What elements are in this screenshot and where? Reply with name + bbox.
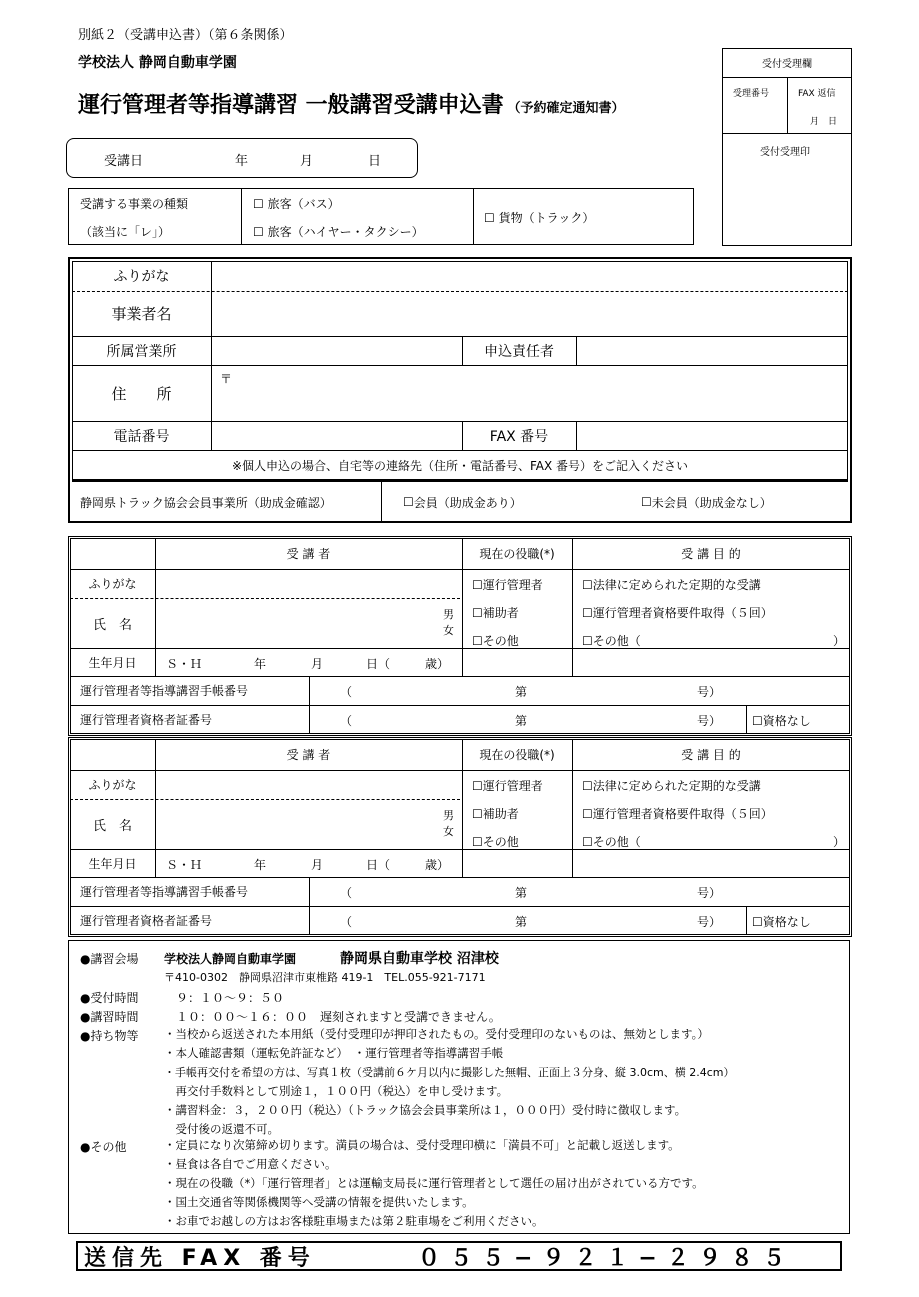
cert-dai: 第: [515, 915, 528, 929]
fax-field[interactable]: [577, 421, 848, 450]
birth-month: 月: [311, 657, 324, 671]
trainee-header: 受 講 者: [286, 748, 331, 762]
office-label: 所属営業所: [106, 343, 177, 360]
notebook-open: （: [340, 685, 353, 699]
other-line: ・国土交通省等関係機関等へ受講の情報を提供いたします。: [164, 1195, 474, 1209]
company-name-label: 事業者名: [111, 305, 172, 323]
trainee-name-field[interactable]: [156, 799, 436, 849]
notebook-number-label: 運行管理者等指導講習手帳番号: [80, 684, 249, 698]
reception-number-label: 受理番号: [733, 89, 770, 99]
purpose-header: 受 講 目 的: [681, 547, 741, 561]
venue-org: 学校法人静岡自動車学園: [164, 952, 297, 966]
role-header: 現在の役職(*): [479, 748, 555, 762]
checkbox-member[interactable]: ☐ 会員（助成金あり）: [403, 495, 522, 510]
purpose-other[interactable]: ☐その他（: [582, 835, 641, 849]
trainee-name-label: 氏 名: [92, 818, 132, 834]
checkbox-truck[interactable]: ☐ 貨物（トラック）: [484, 211, 595, 225]
role-other[interactable]: ☐その他: [472, 835, 519, 849]
birth-year: 年: [254, 657, 267, 671]
other-label: ●その他: [80, 1140, 127, 1154]
checkbox-nonmember[interactable]: ☐ 未会員（助成金なし）: [641, 495, 772, 510]
purpose-other-close: ）: [833, 634, 846, 648]
certificate-number-label: 運行管理者資格者証番号: [80, 914, 213, 928]
notebook-open: （: [340, 886, 353, 900]
gender-female[interactable]: 女: [443, 624, 454, 637]
fax-footer-label: 送信先 FAX 番号: [84, 1245, 316, 1271]
purpose-qualification[interactable]: ☐運行管理者資格要件取得（５回）: [582, 606, 773, 620]
address-label: 住 所: [111, 384, 172, 403]
cert-gou: 号）: [697, 714, 722, 728]
items-line: ・講習料金：３，２００円（税込）（トラック協会会員事業所は１，０００円）受付時に徴収します。: [164, 1103, 687, 1117]
birth-day: 日（: [366, 858, 391, 872]
role-operation-manager[interactable]: ☐運行管理者: [472, 578, 543, 592]
other-line: ・現在の役職（*）「運行管理者」とは運輸支局長に運行管理者として選任の届け出がされている方です。: [164, 1176, 704, 1190]
role-operation-manager[interactable]: ☐運行管理者: [472, 779, 543, 793]
gender-male[interactable]: 男: [443, 608, 454, 621]
items-line: ・手帳再交付を希望の方は、写真１枚（受講前６ケ月以内に撮影した無帽、正面上３分身、縦 3.0cm、横 2.4cm）: [164, 1066, 735, 1079]
notebook-dai: 第: [515, 886, 528, 900]
purpose-other-close: ）: [833, 835, 846, 849]
checkbox-taxi[interactable]: ☐ 旅客（ハイヤー・タクシー）: [253, 225, 424, 239]
birth-age: 歳）: [425, 657, 450, 671]
cert-dai: 第: [515, 714, 528, 728]
course-date-label: 受講日: [104, 154, 144, 169]
trainee-header: 受 講 者: [286, 547, 331, 561]
phone-field[interactable]: [212, 421, 462, 450]
fax-footer-number: ０５５−９２１−２９８５: [418, 1245, 795, 1271]
checkbox-no-qualification[interactable]: ☐資格なし: [752, 714, 811, 728]
annex-label: 別紙２（受講申込書）（第６条関係）: [78, 28, 293, 43]
company-name-field[interactable]: [212, 291, 848, 336]
date-month: 月: [300, 154, 314, 169]
page-title: [78, 88, 625, 119]
birth-month: 月: [311, 858, 324, 872]
postal-mark: 〒: [220, 372, 233, 386]
venue-address: 〒410-0302 静岡県沼津市東椎路 419-1 TEL.055-921-7171: [164, 971, 486, 984]
checkbox-bus[interactable]: ☐ 旅客（バス）: [253, 197, 340, 211]
business-type-hint: （該当に「レ」）: [80, 225, 171, 239]
trainee-name-label: 氏 名: [92, 617, 132, 633]
notebook-number-label: 運行管理者等指導講習手帳番号: [80, 885, 249, 899]
fax-reply-date: 月 日: [810, 117, 838, 127]
responsible-field[interactable]: [577, 336, 848, 365]
role-assistant[interactable]: ☐補助者: [472, 606, 519, 620]
birthdate-label: 生年月日: [88, 655, 137, 670]
date-day: 日: [368, 154, 382, 169]
purpose-regular[interactable]: ☐法律に定められた定期的な受講: [582, 578, 761, 592]
phone-label: 電話番号: [113, 428, 170, 445]
items-list: [164, 1025, 846, 1139]
certificate-number-label: 運行管理者資格者証番号: [80, 713, 213, 727]
items-line: 再交付手数料として別途１，１００円（税込）を申し受けます。: [164, 1084, 509, 1098]
cert-gou: 号）: [697, 915, 722, 929]
birthdate-label: 生年月日: [88, 856, 137, 871]
gender-male[interactable]: 男: [443, 809, 454, 822]
purpose-other[interactable]: ☐その他（: [582, 634, 641, 648]
trainee-furigana-field[interactable]: [156, 569, 462, 598]
other-list: [164, 1136, 846, 1231]
role-header: 現在の役職(*): [479, 547, 555, 561]
notebook-gou: 号）: [697, 886, 722, 900]
company-furigana-field[interactable]: [212, 261, 848, 291]
organization-name: 学校法人 静岡自動車学園: [78, 55, 237, 71]
purpose-qualification[interactable]: ☐運行管理者資格要件取得（５回）: [582, 807, 773, 821]
business-type-label: 受講する事業の種類: [80, 197, 189, 211]
date-year: 年: [235, 154, 249, 169]
gender-female[interactable]: 女: [443, 825, 454, 838]
venue-label: ●講習会場: [80, 952, 139, 966]
fax-label: FAX 番号: [489, 428, 549, 445]
cert-open: （: [340, 915, 353, 929]
fax-reply-label: FAX 返信: [798, 89, 836, 99]
reception-stamp-label: 受付受理印: [760, 147, 810, 158]
notebook-dai: 第: [515, 685, 528, 699]
cert-open: （: [340, 714, 353, 728]
birth-year: 年: [254, 858, 267, 872]
address-field[interactable]: [220, 370, 848, 418]
purpose-header: 受 講 目 的: [681, 748, 741, 762]
purpose-regular[interactable]: ☐法律に定められた定期的な受講: [582, 779, 761, 793]
other-line: ・お車でお越しの方はお客様駐車場または第２駐車場をご利用ください。: [164, 1214, 544, 1228]
items-line: ・当校から返送された本用紙（受付受理印が押印されたもの。受付受理印のないものは、無効とします。）: [164, 1027, 709, 1041]
birth-era[interactable]: Ｓ・Ｈ: [166, 657, 203, 671]
trainee-name-field[interactable]: [156, 598, 436, 648]
reception-time: ９：１０〜９：５０: [176, 991, 285, 1005]
role-assistant[interactable]: ☐補助者: [472, 807, 519, 821]
lecture-time: １０：００〜１６：００ 遅刻されますと受講できません。: [176, 1010, 501, 1024]
venue-school: 静岡県自動車学校 沼津校: [340, 951, 499, 967]
reception-title: 受付受理欄: [762, 59, 812, 70]
trainee-furigana-label: ふりがな: [88, 577, 137, 591]
birth-era[interactable]: Ｓ・Ｈ: [166, 858, 203, 872]
items-line: 受付後の返還不可。: [164, 1122, 279, 1136]
notebook-gou: 号）: [697, 685, 722, 699]
company-furigana-label: ふりがな: [113, 269, 170, 285]
birth-age: 歳）: [425, 858, 450, 872]
other-line: ・昼食は各自でご用意ください。: [164, 1157, 337, 1171]
trainee-furigana-label: ふりがな: [88, 778, 137, 792]
title-sub: （予約確定通知書）: [507, 101, 625, 116]
trainee-furigana-field[interactable]: [156, 770, 462, 799]
lecture-time-label: ●講習時間: [80, 1010, 139, 1024]
checkbox-no-qualification[interactable]: ☐資格なし: [752, 915, 811, 929]
items-line: ・本人確認書類（運転免許証など） ・運行管理者等指導講習手帳: [164, 1046, 504, 1060]
other-line: ・定員になり次第締め切ります。満員の場合は、受付受理印横に「満員不可」と記載し返送します。: [164, 1138, 680, 1152]
individual-note: ※個人申込の場合、自宅等の連絡先（住所・電話番号、FAX 番号）をご記入ください: [231, 458, 689, 473]
truck-association-label: 静岡県トラック協会会員事業所（助成金確認）: [80, 495, 332, 510]
role-other[interactable]: ☐その他: [472, 634, 519, 648]
office-field[interactable]: [212, 336, 462, 365]
reception-time-label: ●受付時間: [80, 991, 139, 1005]
responsible-label: 申込責任者: [484, 343, 554, 360]
title-main: 運行管理者等指導講習 一般講習受講申込書: [78, 93, 504, 118]
birth-day: 日（: [366, 657, 391, 671]
items-label: ●持ち物等: [80, 1029, 139, 1043]
